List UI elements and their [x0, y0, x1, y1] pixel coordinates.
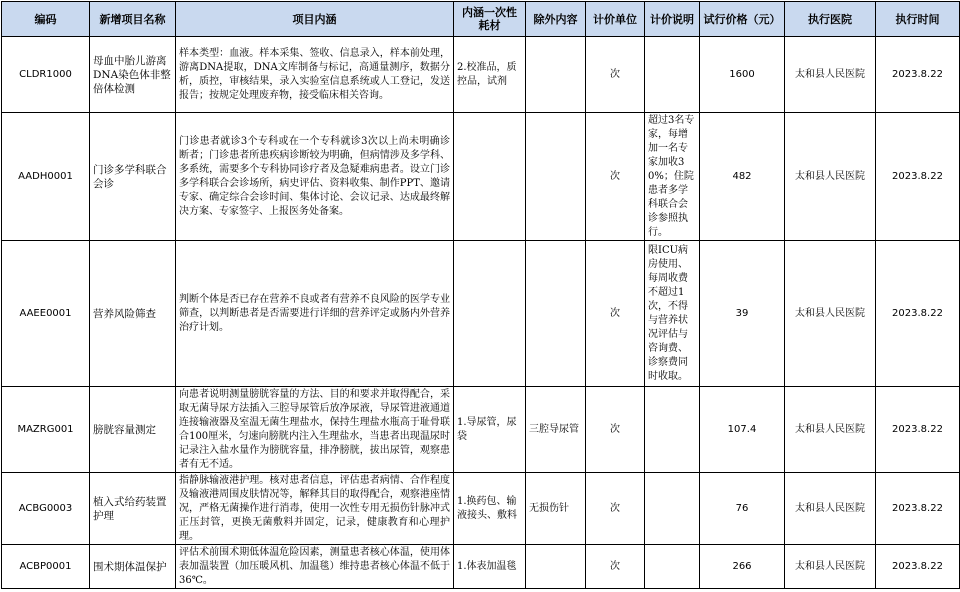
cell-date: 2023.8.22 — [876, 387, 960, 473]
cell-name: 母血中胎儿游离DNA染色体非整倍体检测 — [90, 37, 176, 113]
cell-consumable: 1.体表加温毯 — [454, 545, 526, 589]
cell-name: 膀胱容量测定 — [90, 387, 176, 473]
cell-date: 2023.8.22 — [876, 241, 960, 387]
header-name: 新增项目名称 — [90, 2, 176, 37]
cell-content: 向患者说明测量膀胱容量的方法、目的和要求并取得配合，采取无菌导尿方法插入三腔导尿管后放净尿液，导尿管进液通道连接输液器及室温无菌生理盐水，保持生理盐水瓶高于耻骨联合100厘米，匀速向膀胱内注入生理盐水，当患者出现温尿时记录注入盐水量作为膀胱容量，排净膀胱，拔出尿管，观察患者有无不适。 — [176, 387, 454, 473]
header-note: 计价说明 — [645, 2, 700, 37]
cell-date: 2023.8.22 — [876, 113, 960, 241]
table-row — [2, 241, 960, 387]
header-date: 执行时间 — [876, 2, 960, 37]
header-price: 试行价格（元） — [700, 2, 785, 37]
header-consumable: 内涵一次性耗材 — [454, 2, 526, 37]
cell-code: CLDR1000 — [2, 37, 90, 113]
cell-unit: 次 — [586, 113, 645, 241]
cell-note — [645, 387, 700, 473]
cell-note — [645, 545, 700, 589]
cell-consumable: 2.校准品，质控品，试剂 — [454, 37, 526, 113]
cell-content: 门诊患者就诊3个专科或在一个专科就诊3次以上尚未明确诊断者；门诊患者所患疾病诊断较为明确，但病情涉及多学科、多系统，需要多个专科协同诊疗者及急疑难病患者。设立门诊多学科联合会诊场所，病史评估、资料收集、制作PPT、邀请专家、确定综合会诊时间、集体讨论、会议记录、达成最终解决方案、专家签字、上报医务处备案。 — [176, 113, 454, 241]
cell-note: 限ICU病房使用、每周收费不超过1次，不得与营养状况评估与咨询费、诊察费同时收取。 — [645, 241, 700, 387]
cell-date: 2023.8.22 — [876, 37, 960, 113]
cell-code: AADH0001 — [2, 113, 90, 241]
cell-hospital: 太和县人民医院 — [785, 545, 876, 589]
table-row — [2, 473, 960, 545]
cell-price: 107.4 — [700, 387, 785, 473]
cell-content: 评估术前围术期低体温危险因素，测量患者核心体温，使用体表加温装置（加压暖风机、加温毯）维持患者核心体温不低于36℃。 — [176, 545, 454, 589]
cell-code: MAZRG001 — [2, 387, 90, 473]
header-excluded: 除外内容 — [526, 2, 586, 37]
cell-consumable: 1.导尿管，尿袋 — [454, 387, 526, 473]
cell-name: 营养风险筛查 — [90, 241, 176, 387]
cell-content: 指静脉输液港护理。核对患者信息，评估患者病情、合作程度及输液港周围皮肤情况等，解释其目的取得配合，观察港座情况，严格无菌操作进行消毒，使用一次性专用无损伤针脉冲式正压封管，更换无菌敷料并固定，记录，健康教育和心理护理。 — [176, 473, 454, 545]
cell-unit: 次 — [586, 473, 645, 545]
header-hospital: 执行医院 — [785, 2, 876, 37]
table-row — [2, 387, 960, 473]
cell-hospital: 太和县人民医院 — [785, 473, 876, 545]
cell-code: ACBG0003 — [2, 473, 90, 545]
header-unit: 计价单位 — [586, 2, 645, 37]
cell-code: AAEE0001 — [2, 241, 90, 387]
table-row — [2, 545, 960, 589]
cell-price: 76 — [700, 473, 785, 545]
cell-hospital: 太和县人民医院 — [785, 241, 876, 387]
cell-excluded: 三腔导尿管 — [526, 387, 586, 473]
cell-name: 门诊多学科联合会诊 — [90, 113, 176, 241]
cell-excluded — [526, 241, 586, 387]
pricing-table — [1, 1, 960, 589]
cell-note — [645, 473, 700, 545]
cell-code: ACBP0001 — [2, 545, 90, 589]
cell-hospital: 太和县人民医院 — [785, 387, 876, 473]
cell-price: 39 — [700, 241, 785, 387]
cell-consumable: 1.换药包、输液接头、敷料 — [454, 473, 526, 545]
header-row — [2, 2, 960, 37]
cell-name: 围术期体温保护 — [90, 545, 176, 589]
table-row — [2, 37, 960, 113]
header-code: 编码 — [2, 2, 90, 37]
cell-date: 2023.8.22 — [876, 473, 960, 545]
cell-name: 植入式给药装置护理 — [90, 473, 176, 545]
cell-note — [645, 37, 700, 113]
cell-excluded — [526, 113, 586, 241]
cell-date: 2023.8.22 — [876, 545, 960, 589]
cell-consumable — [454, 241, 526, 387]
cell-unit: 次 — [586, 545, 645, 589]
cell-excluded — [526, 545, 586, 589]
cell-unit: 次 — [586, 387, 645, 473]
cell-price: 266 — [700, 545, 785, 589]
cell-price: 482 — [700, 113, 785, 241]
table-row — [2, 113, 960, 241]
cell-note: 超过3名专家，每增加一名专家加收30%；住院患者多学科联合会诊参照执行。 — [645, 113, 700, 241]
cell-excluded: 无损伤针 — [526, 473, 586, 545]
cell-unit: 次 — [586, 241, 645, 387]
cell-excluded — [526, 37, 586, 113]
cell-hospital: 太和县人民医院 — [785, 113, 876, 241]
header-content: 项目内涵 — [176, 2, 454, 37]
cell-consumable — [454, 113, 526, 241]
cell-unit: 次 — [586, 37, 645, 113]
cell-content: 样本类型：血液。样本采集、签收、信息录入，样本前处理，游离DNA提取，DNA文库制备与标记，高通量测序，数据分析，质控，审核结果，录入实验室信息系统或人工登记，发送报告；按规定处理废弃物，接受临床相关咨询。 — [176, 37, 454, 113]
cell-price: 1600 — [700, 37, 785, 113]
cell-hospital: 太和县人民医院 — [785, 37, 876, 113]
cell-content: 判断个体是否已存在营养不良或者有营养不良风险的医学专业筛查，以判断患者是否需要进行详细的营养评定或肠内外营养治疗计划。 — [176, 241, 454, 387]
